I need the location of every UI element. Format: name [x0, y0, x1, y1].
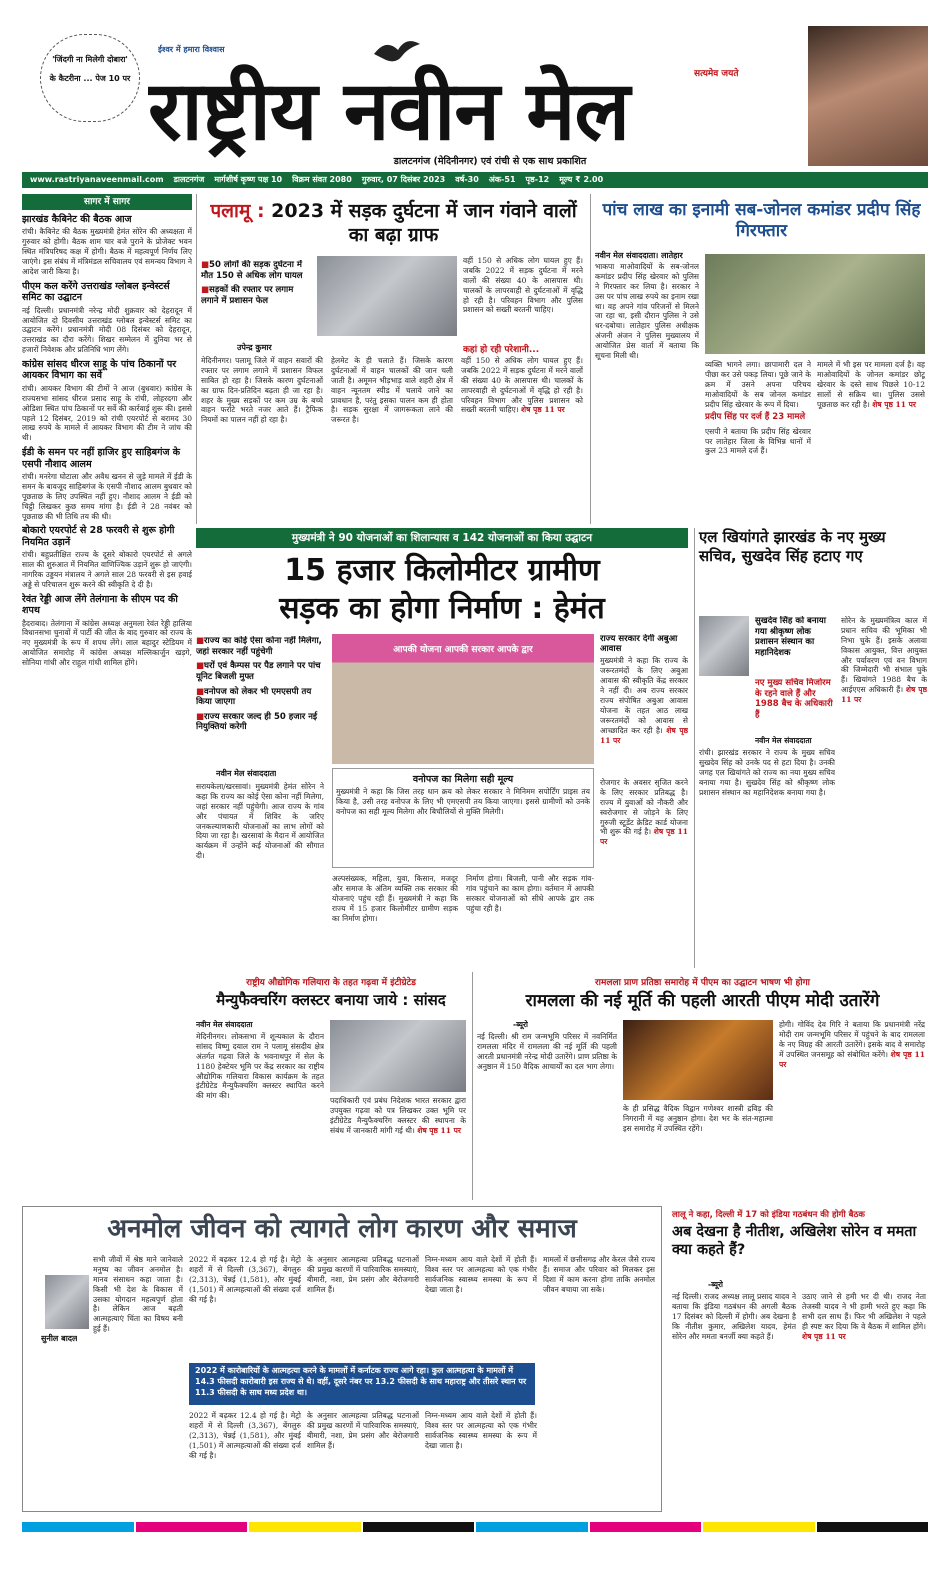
color-swatch: [817, 1522, 929, 1532]
bullet: ■ राज्य सरकार जल्द ही 50 हजार नई नियुक्तियां करेगी: [196, 712, 326, 733]
sidebar-story-body: रांची। मनरेगा घोटाला और अवैध खनन से जुड़े मामले में ईडी के समन के बावजूद साहिबगंज के एसपी नौशाद आलम बुधवार को पूछताछ के लिए उपस्थित नहीं हुए। नौशाद आलम ने ईडी को चिट्ठी लिखकर कुछ समय मांगा है। ईडी ने 28 नवंबर को पूछताछ की भी तिथि तय की थी।: [22, 471, 192, 521]
color-swatch: [476, 1522, 588, 1532]
bottom-feature: [22, 1206, 662, 1512]
feature-headline: अनमोल जीवन को त्यागते लोग कारण और समाज: [107, 1214, 577, 1244]
info-price: मूल्य ₹ 2.00: [559, 175, 604, 184]
info-bar: [22, 172, 928, 188]
bottom-brief: [668, 1206, 928, 1512]
color-swatch: [703, 1522, 815, 1532]
teaser-text: 'जिंदगी ना मिलेगी दोबारा' के कैटरीना ... पेज 10 पर: [49, 55, 131, 83]
continued-label: शेष पृष्ठ 11 पर: [802, 1331, 846, 1341]
main-side-head: राज्य सरकार देगी अबुआ आवास: [600, 634, 678, 655]
feature-col2: 2022 में बढ़कर 12.4 हो गई है। मेट्रो शहरों में से दिल्ली (3,367), बेंगलुरु (2,313), चेन्नई (1,581), और मुंबई (1,501) में आत्महत्याओं की संख्या दर्ज की गई है।: [189, 1255, 301, 1304]
lead-left-kicker: पलामू :: [210, 200, 265, 222]
bottom-right-headline: रामलला की नई मूर्ति की पहली आरती पीएम मोदी उतारेंगे: [525, 991, 880, 1011]
website-link[interactable]: www.rastriyanaveenmail.com: [30, 175, 164, 184]
info-issue: अंक-51: [488, 175, 516, 184]
bullet: ■ वनोपज को लेकर भी एमएसपी तय किया जाएगा: [196, 687, 326, 708]
bottom-left-byline: नवीन मेल संवाददाता: [196, 1020, 253, 1029]
accident-photo: [317, 256, 457, 336]
main-mid-body: मुख्यमंत्री ने कहा कि जिस तरह धान क्रय को लेकर सरकार ने मिनिमम सपोर्टिंग प्राइस तय किया है, उसी तरह वनोपज के लिए भी एमएसपी तय किया जाएगा। इससे ग्रामीणों को उनके वनोपज का सही मूल्य मिलेगा और बिचौलियों से मुक्ति मिलेगी।: [336, 787, 590, 816]
right-headline: एल खियांगते झारखंड के नए मुख्य सचिव, सुखदेव सिंह हटाए गए: [699, 528, 886, 565]
main-mid-head: वनोपज का मिलेगा सही मूल्य: [412, 774, 514, 785]
author-name: सुनील बादल: [41, 1334, 78, 1343]
sidebar-story-head: रेवंत रेड्डी आज लेंगे तेलंगाना के सीएम पद की शपथ: [22, 593, 178, 617]
lead-left-col1: मेदिनीनगर। पलामू जिले में वाहन सवारों की रफ्तार पर लगाम लगाने में प्रशासन विफल साबित हो रहा है। जिसके कारण दुर्घटनाओं का ग्राफ दिन-प्रतिदिन बढ़ता ही जा रहा है। शहर के मुख्य सड़कों पर कम उम्र के बच्चे वाहन फर्राटे भरते नजर आते हैं। ट्रैफिक नियमों का पालन नहीं हो रहा है।: [201, 356, 323, 425]
event-banner: आपकी योजना आपकी सरकार आपके द्वार: [393, 645, 533, 655]
lead-left-col3b: [461, 356, 583, 516]
official-photo: [699, 616, 749, 676]
info-year: वर्ष-30: [455, 175, 479, 184]
feature-col1: सभी जीवों में श्रेष्ठ माने जानेवाले मनुष्य का जीवन अनमोल है। मानव संसाधन कहा जाता है। किसी भी देश के विकास में उसका योगदान महत्वपूर्ण होता है। लेकिन आज बढ़ती आत्महत्याएं चिंता का विषय बनी हुई हैं।: [93, 1255, 183, 1334]
feature-col2b: 2022 में बढ़कर 12.4 हो गई है। मेट्रो शहरों में से दिल्ली (3,367), बेंगलुरु (2,313), चेन्नई (1,581), और मुंबई (1,501) में आत्महत्याओं की संख्या दर्ज की गई है।: [189, 1411, 301, 1460]
sidebar-story-head: पीएम कल करेंगे उत्तराखंड ग्लोबल इन्वेस्टर्स समिट का उद्घाटन: [22, 280, 170, 304]
main-side-body-text: मुख्यमंत्री ने कहा कि राज्य के जरूरतमंदों के लिए अबुआ आवास की स्वीकृति केंद्र सरकार ने नहीं दी। अब राज्य सरकार राज्य संपोषित अबुआ आवास योजना के तहत आठ लाख जरूरतमंदों को आवास से आच्छादित कर रही है।: [600, 656, 688, 735]
feature-col3b: के अनुसार आत्महत्या प्रतिबद्ध घटनाओं की प्रमुख कारणों में पारिवारिक समस्याएं, बीमारी, नशा, प्रेम प्रसंग और बेरोजगारी शामिल हैं।: [307, 1411, 419, 1450]
sidebar-story-head: बोकारो एयरपोर्ट से 28 फरवरी से शुरू होगी नियमित उड़ानें: [22, 525, 175, 548]
lead-right-byline: नवीन मेल संवाददाता। लातेहार: [595, 251, 683, 260]
right-col2: [841, 616, 927, 964]
brief-kicker: लालू ने कहा, दिल्ली में 17 को इंडिया गठबंधन की होगी बैठक: [672, 1210, 865, 1220]
continued-label: शेष पृष्ठ 11 पर: [600, 827, 688, 847]
continued-label: शेष पृष्ठ 11 पर: [521, 405, 565, 415]
info-pages: पृष्ठ-12: [525, 175, 550, 184]
color-swatch: [22, 1522, 134, 1532]
lead-right-story: [590, 194, 928, 524]
motto: सत्यमेव जयते: [694, 69, 739, 79]
actress-photo: [808, 26, 928, 166]
color-swatch: [249, 1522, 361, 1532]
right-col2-text: सोरेन के मुख्यमंत्रित्व काल में प्रधान सचिव की भूमिका भी निभा चुके हैं। इसके अलावा विकास आयुक्त, वित्त आयुक्त और पर्यावरण एवं वन विभाग की जिम्मेदारी भी संभाल चुके हैं। खियांगते 1988 बैच के आईएएस अधिकारी हैं।: [841, 616, 927, 695]
brief-col2: [802, 1292, 926, 1508]
bottom-left-story: [196, 972, 466, 1200]
bottom-left-col1: मेदिनीनगर। लोकसभा में शून्यकाल के दौरान सांसद विष्णु दयाल राम ने पलामू संसदीय क्षेत्र अंतर्गत गढ़वा जिले के भवनाथपुर में सेल के 1180 हेक्टेयर भूमि पर केंद्र सरकार का राष्ट्रीय औद्योगिक गलियारा विकास कार्यक्रम के तहत इंटीग्रेटेड मैन्युफैक्चरिंग क्लस्टर स्थापित करने की मांग की।: [196, 1032, 324, 1101]
bullet: ■ राज्य का कोई ऐसा कोना नहीं मिलेगा, जहां सरकार नहीं पहुंचेगी: [196, 636, 326, 657]
sidebar-story: [22, 359, 192, 443]
feature-highlight: 2022 में कारोबारियों के आत्महत्या करने के मामलों में कर्नाटक राज्य आगे रहा। कुल आत्महत्या के मामलों में 14.3 फीसदी कारोबारी इस राज्य से थे। वहीं, दूसरे नंबर पर 13.2 फीसदी के साथ महाराष्ट्र और तीसरे स्थान पर 11.3 फीसदी के साथ मध्य प्रदेश था।: [189, 1363, 535, 1405]
sidebar-story-body: रांची। बहुप्रतीक्षित राज्य के दूसरे बोकारो एयरपोर्ट से अगले साल की शुरुआत में नियमित वाणिज्यिक उड़ानें शुरू हो जाएंगी। नागरिक उड्डयन मंत्रालय ने अगले साल 28 फरवरी से इस हवाई अड्डे से परिचालन शुरू करने की स्वीकृति दे दी है।: [22, 550, 192, 589]
bottom-right-kicker: रामलला प्राण प्रतिष्ठा समारोह में पीएम का उद्घाटन भाषण भी होगा: [594, 978, 810, 988]
lead-right-col2-text: व्यक्ति भागने लगा। छापामारी दल ने पीछा कर उसे पकड़ लिया। पूछे जाने के क्रम में उसने अपना परिचय माओवादियों के सब जोनल कमांडर प्रदीप सिंह खेरवार के रूप में दिया।: [705, 360, 811, 409]
print-color-bar: [22, 1522, 928, 1532]
lead-right-headline: पांच लाख का इनामी सब-जोनल कमांडर प्रदीप सिंह गिरफ्तार: [602, 200, 921, 242]
main-story: [196, 528, 688, 968]
main-mid-box: [332, 768, 594, 868]
bullet: ■ घरों एवं कैम्पस पर पैड लगाने पर पांच यूनिट बिजली मुफ्त: [196, 661, 326, 682]
lead-left-story: [196, 194, 586, 524]
lead-right-col3-text: मामले में भी इस पर मामला दर्ज है। वह माओवादियों के जोनल कमांडर छोटू खेरवार के दस्ते साथ पिछले 10-12 सालों से सक्रिय था। पुलिस उससे पूछताछ कर रही है।: [817, 360, 925, 409]
bottom-left-headline: मैन्युफैक्चरिंग क्लस्टर बनाया जाये : सांसद: [216, 991, 446, 1009]
sidebar-story-body: हैदराबाद। तेलंगाना में कांग्रेस अध्यक्ष अनुमला रेवंत रेड्डी हालिया विधानसभा चुनावों में पार्टी की जीत के बाद गुरुवार को राज्य के नए मुख्यमंत्री के रूप में शपथ लेंगे। लाल बहादुर स्टेडियम में आयोजित समारोह में कांग्रेस अध्यक्ष मल्लिकार्जुन खड़गे, सोनिया गांधी और राहुल गांधी शामिल होंगे।: [22, 618, 192, 668]
lead-left-col2: हेलमेट के ही चलाते हैं। जिसके कारण दुर्घटनाओं में वाहन चालकों की जान चली जाती है। अमूमन भीड़भाड़ वाले शहरी क्षेत्र में वाहन न्यूनतम स्पीड में चलाये जाने का प्रावधान है, परंतु इसका पालन कम ही होता है। सड़क सुरक्षा में जागरूकता लाने की जरूरत है।: [331, 356, 453, 425]
teaser-box: [40, 34, 140, 122]
sidebar-story-body: नई दिल्ली। प्रधानमंत्री नरेन्द्र मोदी शुक्रवार को देहरादून में आयोजित दो दिवसीय उत्तराखंड ग्लोबल इन्वेस्टर्स समिट का उद्घाटन करेंगे। प्रधानमंत्री मोदी 08 दिसंबर को देहरादून, उत्तराखंड का दौरा करेंगे। शिखर सम्मेलन में दुनिया भर से हजारों निवेशक और प्रतिनिधि भाग लेंगे।: [22, 305, 192, 355]
continued-label: शेष पृष्ठ 11 पर: [417, 1125, 461, 1135]
police-photo: [705, 254, 925, 354]
brief-byline: -ब्यूरो: [708, 1280, 723, 1289]
main-col4: [600, 778, 688, 966]
main-headline-line1: 15 हजार किलोमीटर ग्रामीण: [284, 553, 600, 588]
continued-label: शेष पृष्ठ 11 पर: [600, 725, 688, 745]
sidebar-story: [22, 214, 192, 277]
continued-label: शेष पृष्ठ 11 पर: [841, 685, 927, 705]
feature-col4: निम्न-मध्यम आय वाले देशों में होती हैं। विश्व स्तर पर आत्महत्या को एक गंभीर सार्वजनिक स्वास्थ्य समस्या के रूप में देखा जाता है।: [425, 1255, 537, 1294]
sidebar-story: [22, 281, 192, 355]
bottom-right-story: [472, 972, 928, 1200]
lead-left-col3b-text: वहीं 150 से अधिक लोग घायल हुए हैं। जबकि 2022 में सड़क दुर्घटना में मरने वालों की संख्या 40 के आसपास थी। चालकों के लापरवाही से दुर्घटनाओं में वृद्धि हो रही है। परिवहन विभाग और पुलिस प्रशासन को सख्ती बरतनी चाहिए।: [461, 356, 583, 415]
lead-right-col3: [817, 360, 925, 520]
author-photo: [45, 1275, 89, 1329]
continued-label: शेष पृष्ठ 11 पर: [872, 399, 916, 409]
sidebar-story-head: ईडी के समन पर नहीं हाजिर हुए साहिबगंज के एसपी नौशाद आलम: [22, 447, 181, 470]
bottom-right-col1: नई दिल्ली। श्री राम जन्मभूमि परिसर में नवनिर्मित रामलला मंदिर में रामलला की नई मूर्ति की पहली आरती प्रधानमंत्री नरेन्द्र मोदी उतारेंगे। प्राण प्रतिष्ठा के अनुष्ठान में 150 वैदिक आचार्यों का दल भाग लेगा।: [477, 1032, 617, 1071]
main-bullets: [196, 636, 326, 737]
masthead-title: राष्ट्रीय नवीन मेल: [148, 64, 630, 159]
right-col1: रांची। झारखंड सरकार ने राज्य के मुख्य सचिव सुखदेव सिंह को उनके पद से हटा दिया है। उनकी जगह एल खियांगते को राज्य का नया मुख्य सचिव बनाया गया है। सुखदेव सिंह को श्रीकृष्ण लोक प्रशासन संस्थान का महानिदेशक बनाया गया है।: [699, 748, 835, 797]
continued-label: शेष पृष्ठ 11 पर: [779, 1049, 925, 1069]
info-samvat: विक्रम संवत 2080: [292, 175, 352, 184]
brief-col1: नई दिल्ली। राजद अध्यक्ष लालू प्रसाद यादव ने बताया कि इंडिया गठबंधन की अगली बैठक 17 दिसंबर को दिल्ली में होगी। अब देखना है कि नीतीश कुमार, अखिलेश यादव, हेमंत सोरेन और ममता बनर्जी क्या कहते हैं।: [672, 1292, 796, 1341]
sidebar-story-body: रांची। आयकर विभाग की टीमों ने आज (बुधवार) कांग्रेस के राज्यसभा सांसद धीरज प्रसाद साहू के रांची, लोहरदगा और ओडिशा स्थित पांच ठिकानों पर सर्वे की कार्रवाई शुरू की। इससे पहले 12 दिसंबर, 2019 को रांची एयरपोर्ट से बरामद 30 लाख रुपये के मामले में आयकर विभाग की टीम ने जांच की थी।: [22, 383, 192, 443]
feature-col3: के अनुसार आत्महत्या प्रतिबद्ध घटनाओं की प्रमुख कारणों में पारिवारिक समस्याएं, बीमारी, नशा, प्रेम प्रसंग और बेरोजगारी शामिल हैं।: [307, 1255, 419, 1294]
event-photo: [332, 634, 594, 764]
main-side-box: [600, 634, 688, 774]
sidebar-story-head: झारखंड कैबिनेट की बैठक आज: [22, 214, 132, 225]
main-headline-line2: सड़क का होगा निर्माण : हेमंत: [279, 591, 605, 626]
tagline: ईश्वर में हमारा विश्वास: [158, 45, 225, 54]
feature-col5: मामलों में छत्तीसगढ़ और केरल जैसे राज्य हैं। समाज और परिवार को मिलकर इस दिशा में काम करना होगा ताकि अनमोल जीवन बचाया जा सके।: [543, 1255, 655, 1294]
masthead-subtitle: डालटनगंज (मेदिनीनगर) एवं रांची से एक साथ प्रकाशित: [393, 156, 587, 167]
lead-right-col1: भाकपा माओवादियों के सब-जोनल कमांडर प्रदीप सिंह खेरवार को पुलिस ने गिरफ्तार कर लिया है। सरकार ने उस पर पांच लाख रुपये का इनाम रखा था। वह अपने गांव परिजनों से मिलने जा रहा था, इसी दौरान पुलिस ने उसे धर-दबोचा। लातेहार पुलिस अधीक्षक अंजनी अंजन ने पुलिस मुख्यालय में आयोजित प्रेस वार्ता में बताया कि सूचना मिली थी।: [595, 262, 699, 361]
info-date: गुरुवार, 07 दिसंबर 2023: [361, 175, 446, 184]
bottom-right-col2: के ही प्रसिद्ध वैदिक विद्वान गणेश्वर शास्त्री द्रविड़ की निगरानी में यह अनुष्ठान होगा। देश भर के संत-महात्मा इस समारोह में उपस्थित रहेंगे।: [623, 1104, 773, 1133]
right-sub1: सुखदेव सिंह को बनाया गया श्रीकृष्ण लोक प्रशासन संस्थान का महानिदेशक: [755, 616, 826, 658]
bottom-left-kicker: राष्ट्रीय औद्योगिक गलियारा के तहत गढ़वा में इंटीग्रेटेड: [246, 978, 416, 988]
sidebar: [22, 194, 192, 1094]
main-col3: निर्माण होगा। बिजली, पानी और सड़क गांव-गांव पहुंचाने का काम होगा। वर्तमान में आपकी सरकार योजनाओं को सीधे आपके द्वार तक पहुंचा रही है।: [466, 874, 594, 913]
color-swatch: [590, 1522, 702, 1532]
lead-right-col2: [705, 360, 811, 520]
sidebar-story-body: रांची। कैबिनेट की बैठक मुख्यमंत्री हेमंत सोरेन की अध्यक्षता में गुरुवार को होगी। बैठक शाम चार बजे पुराने के प्रोजेक्ट भवन स्थित मंत्रिपरिषद कक्ष में होगी। बैठक में महत्वपूर्ण निर्णय लिए जाएंगे। इस संबंध में मंत्रिमंडल सचिवालय एवं समन्वय विभाग ने आदेश जारी किया है।: [22, 227, 192, 276]
main-byline: नवीन मेल संवाददाता: [216, 769, 277, 778]
brief-headline: अब देखना है नीतीश, अखिलेश सोरेन व ममता क्या कहते हैं?: [672, 1224, 917, 1259]
right-story: [694, 528, 928, 968]
lead-left-bullets: [201, 260, 311, 311]
feature-col4b: निम्न-मध्यम आय वाले देशों में होती हैं। विश्व स्तर पर आत्महत्या को एक गंभीर सार्वजनिक स्वास्थ्य समस्या के रूप में देखा जाता है।: [425, 1411, 537, 1450]
bottom-left-col2-text: पदाधिकारी एवं प्रबंध निदेशक भारत सरकार द्वारा उपयुक्त गढ़वा को पत्र लिखकर उक्त भूमि पर इंटीग्रेटेड मैन्युफैक्चरिंग क्लस्टर की स्थापना के संबंध में जानकारी मांगी गई थी।: [330, 1096, 466, 1135]
bottom-right-col3: [779, 1020, 925, 1198]
bottom-right-byline: -ब्यूरो: [513, 1020, 528, 1029]
main-col2: अल्पसंख्यक, महिला, युवा, किसान, मजदूर और समाज के अंतिम व्यक्ति तक सरकार की योजनाएं पहुंच रही हैं। मुख्यमंत्री ने कहा कि राज्य में 15 हजार किलोमीटर ग्रामीण सड़क का निर्माण होगा।: [332, 874, 458, 923]
color-swatch: [363, 1522, 475, 1532]
right-sub2: नए मुख्य सचिव मिजोरम के रहने वाले हैं और 1988 बैच के अधिकारी हैं: [755, 678, 833, 720]
info-tithi: मार्गशीर्ष कृष्ण पक्ष 10: [214, 175, 283, 184]
bullet: ■ 50 लोगों की सड़क दुर्घटना में मौत 150 से अधिक लोग घायल: [201, 260, 311, 281]
right-byline: नवीन मेल संवाददाता: [755, 736, 812, 745]
brief-col2-text: उठाए जाने से हमी भर दी थी। राजद नेता तेजस्वी यादव ने भी हामी भरते हुए कहा कि सभी दल साथ हैं। फिर भी अखिलेश ने पहले ही स्पष्ट कर दिया कि वे बैठक में शामिल होंगे।: [802, 1292, 926, 1331]
lead-left-col3: [463, 256, 583, 338]
sidebar-story: [22, 447, 192, 521]
sidebar-story-head: कांग्रेस सांसद धीरज साहू के पांच ठिकानों पर आयकर विभाग का सर्वे: [22, 359, 177, 382]
lead-right-col2b-text: एसपी ने बताया कि प्रदीप सिंह खेरवार पर लातेहार जिला के विभिन्न थानों में कुल 23 मामले दर्ज हैं।: [705, 426, 811, 456]
bottom-left-col2: [330, 1096, 466, 1198]
mp-photo: [330, 1020, 466, 1092]
main-col4-text: रोजगार के अवसर सृजित करने के लिए सरकार प्रतिबद्ध है। राज्य में युवाओं को नौकरी और स्वरोजगार से जोड़ने के लिए गुरुजी स्टूडेंट क्रेडिट कार्ड योजना भी शुरू की गई है।: [600, 778, 688, 837]
lead-left-title: 2023 में सड़क दुर्घटना में जान गंवाने वालों का बढ़ा ग्राफ: [271, 200, 577, 246]
sidebar-section-title: सागर में सागर: [22, 194, 192, 210]
sidebar-story: [22, 594, 192, 668]
masthead: [0, 0, 945, 170]
color-swatch: [136, 1522, 248, 1532]
main-side-body: [600, 656, 688, 745]
bottom-right-col3-text: होगी। गोविंद देव गिरि ने बताया कि प्रधानमंत्री नरेंद्र मोदी राम जन्मभूमि परिसर में पहुंचने के बाद रामलला के नए विग्रह की आरती उतारेंगे। इसके बाद वे समारोह में उपस्थित जनसमूह को संबोधित करेंगे।: [779, 1020, 925, 1059]
lead-left-col3-text: वहीं 150 से अधिक लोग घायल हुए हैं। जबकि 2022 में सड़क दुर्घटना में मरने वालों की संख्या 40 के आसपास थी। चालकों के लापरवाही से दुर्घटनाओं में वृद्धि हो रही है। परिवहन विभाग और पुलिस प्रशासन को सख्ती बरतनी चाहिए।: [463, 256, 583, 315]
lead-left-headline: [201, 194, 586, 252]
lead-left-subhead: कहां हो रही परेशानी...: [463, 345, 540, 355]
main-kicker: मुख्यमंत्री ने 90 योजनाओं का शिलान्यास व 142 योजनाओं का किया उद्घाटन: [196, 528, 688, 548]
ramlalla-photo: [623, 1020, 773, 1100]
lead-right-subhead: प्रदीप सिंह पर दर्ज हैं 23 मामले: [705, 412, 806, 423]
info-city: डालटनगंज: [173, 175, 205, 184]
bullet: ■ सड़कों की रफ्तार पर लगाम लगाने में प्रशासन फेल: [201, 285, 311, 306]
main-col1: सरायकेला/खरसावां। मुख्यमंत्री हेमंत सोरेन ने कहा कि राज्य का कोई ऐसा कोना नहीं मिलेगा, जहां सरकार नहीं पहुंचेगी। आज राज्य के गांव और पंचायत में शिविर के जरिए जनकल्याणकारी योजनाओं का लाभ लोगों को दिया जा रहा है। खरसावां के मैदान में आयोजित कार्यक्रम में उन्होंने कई योजनाओं की सौगात दी।: [196, 782, 324, 861]
lead-left-byline: उपेन्द्र कुमार: [237, 343, 272, 352]
sidebar-story: [22, 525, 192, 589]
